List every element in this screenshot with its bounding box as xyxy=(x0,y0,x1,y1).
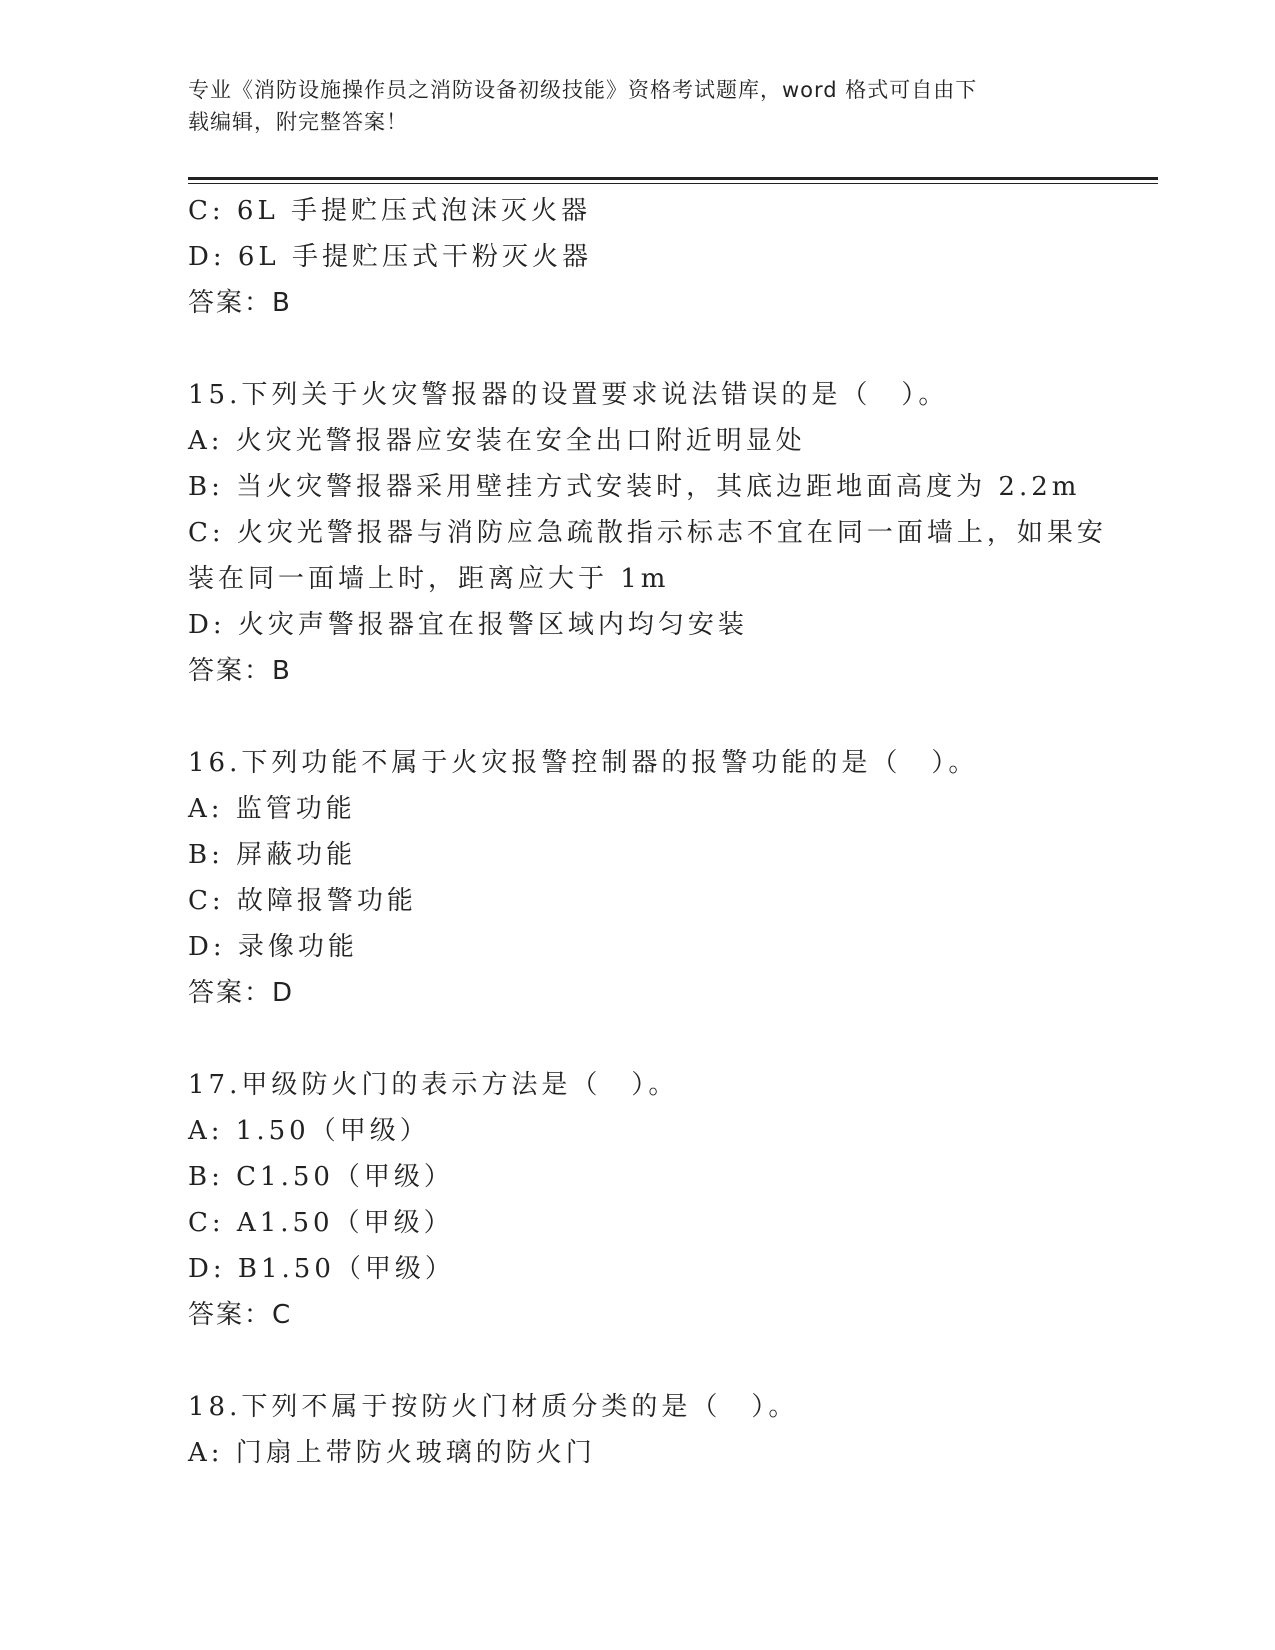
option-a: A: 监管功能 xyxy=(188,794,356,824)
option-b: B: 屏蔽功能 xyxy=(188,840,357,870)
question-block-prev xyxy=(188,188,1088,326)
question-text: 18.下列不属于按防火门材质分类的是（ ）。 xyxy=(188,1392,799,1422)
answer-line: 答案：D xyxy=(188,978,295,1008)
answer-line: 答案：C xyxy=(188,1300,293,1330)
option-c: C: 火灾光警报器与消防应急疏散指示标志不宜在同一面墙上，如果安 xyxy=(188,518,1107,548)
option-c: C: 6L 手提贮压式泡沫灭火器 xyxy=(188,196,591,226)
spacer xyxy=(188,326,1088,372)
header-line-1: 专业《消防设施操作员之消防设备初级技能》资格考试题库，word 格式可自由下 xyxy=(188,78,978,102)
option-c: C: 故障报警功能 xyxy=(188,886,417,916)
question-block-16 xyxy=(188,740,1088,1016)
option-b: B: 当火灾警报器采用壁挂方式安装时，其底边距地面高度为 2.2m xyxy=(188,472,1081,502)
question-text: 15.下列关于火灾警报器的设置要求说法错误的是（ ）。 xyxy=(188,380,949,410)
spacer xyxy=(188,1338,1088,1384)
option-c: C: A1.50（甲级） xyxy=(188,1208,454,1238)
spacer xyxy=(188,1016,1088,1062)
question-block-15 xyxy=(188,372,1107,694)
option-c-continued: 装在同一面墙上时，距离应大于 1m xyxy=(188,564,670,594)
question-block-18 xyxy=(188,1384,1088,1476)
option-d: D: 录像功能 xyxy=(188,932,358,962)
document-body xyxy=(188,188,1107,1476)
option-d: D: 6L 手提贮压式干粉灭火器 xyxy=(188,242,592,272)
header-line-2: 载编辑，附完整答案！ xyxy=(188,110,408,134)
option-d: D: B1.50（甲级） xyxy=(188,1254,455,1284)
answer-line: 答案：B xyxy=(188,656,292,686)
option-d: D: 火灾声警报器宜在报警区域内均匀安装 xyxy=(188,610,748,640)
spacer xyxy=(188,694,1088,740)
header-rule-thick xyxy=(188,177,1158,180)
document-header xyxy=(188,74,1078,138)
header-rule-thin xyxy=(188,183,1158,184)
answer-line: 答案：B xyxy=(188,288,292,318)
option-a: A: 门扇上带防火玻璃的防火门 xyxy=(188,1438,596,1468)
option-a: A: 1.50（甲级） xyxy=(188,1116,430,1146)
question-text: 17.甲级防火门的表示方法是（ ）。 xyxy=(188,1070,679,1100)
option-b: B: C1.50（甲级） xyxy=(188,1162,454,1192)
question-block-17 xyxy=(188,1062,1088,1338)
option-a: A: 火灾光警报器应安装在安全出口附近明显处 xyxy=(188,426,806,456)
question-text: 16.下列功能不属于火灾报警控制器的报警功能的是（ ）。 xyxy=(188,748,979,778)
